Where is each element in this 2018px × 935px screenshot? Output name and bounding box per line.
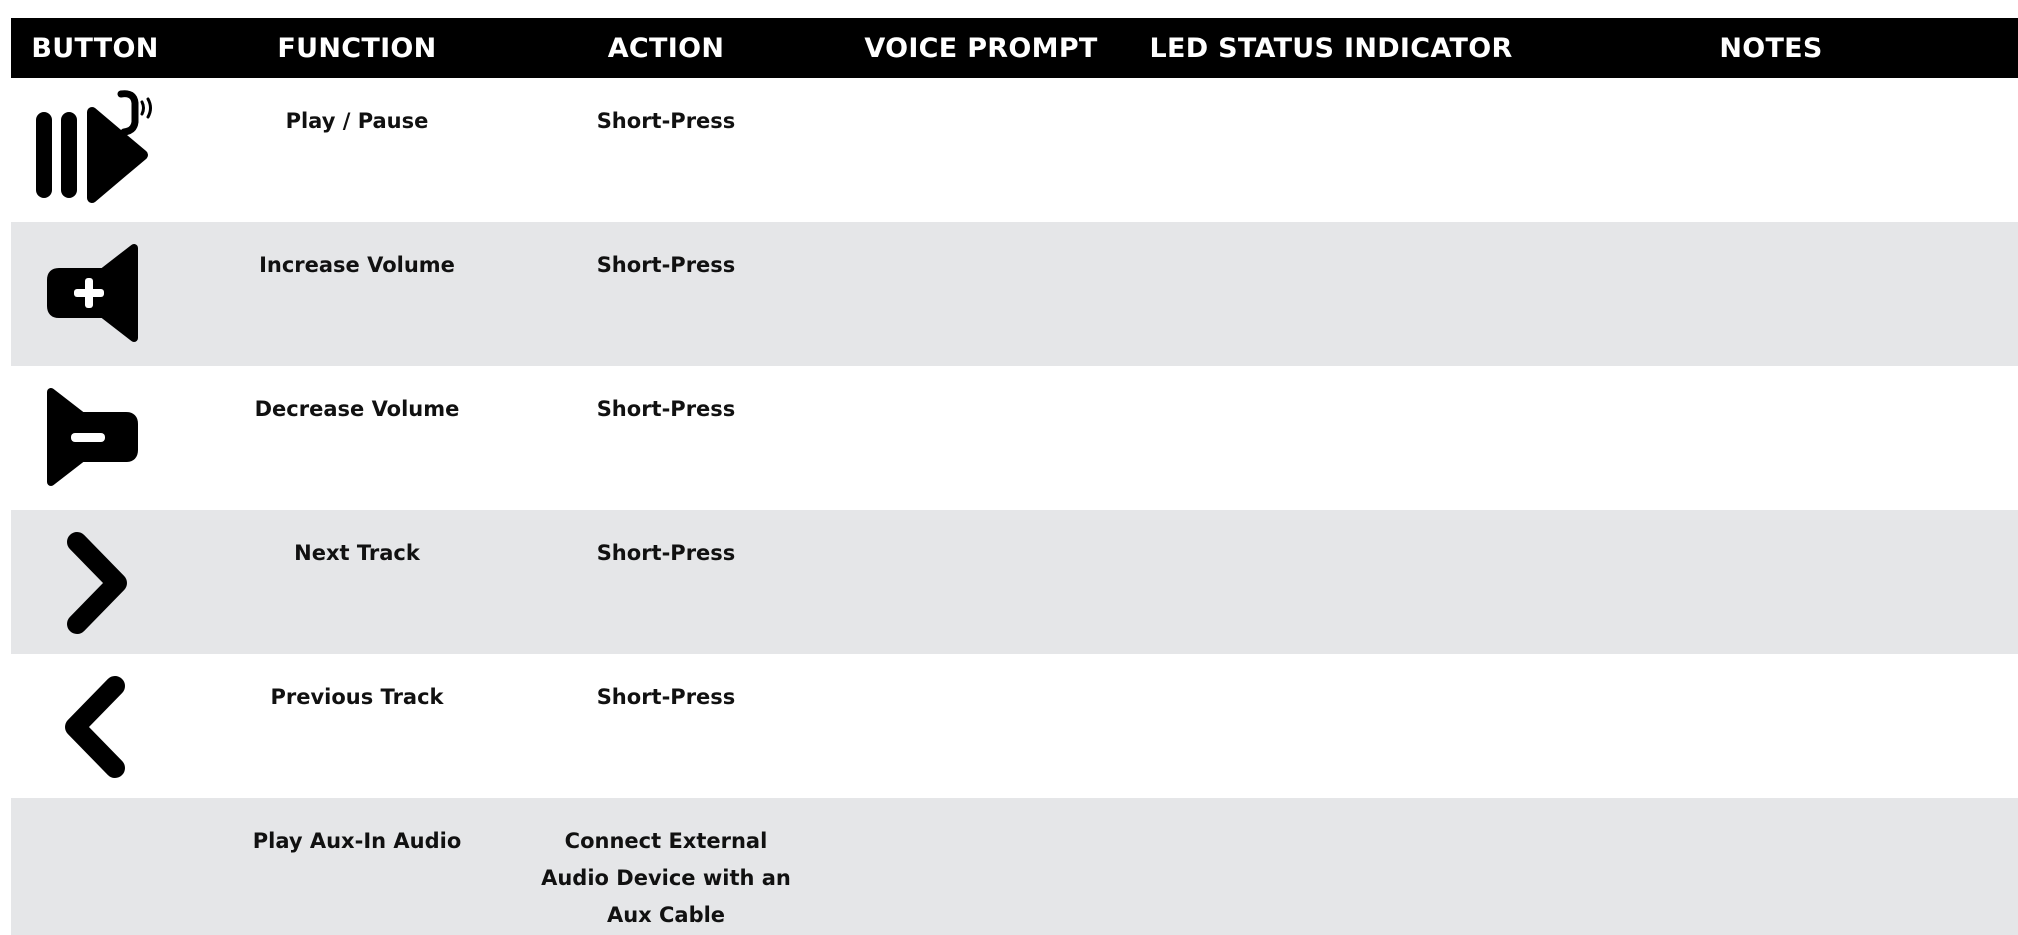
button-function-table: [11, 18, 2018, 935]
function-label: Play / Pause: [285, 109, 429, 133]
action-label: Short-Press: [596, 685, 736, 709]
header-voice-prompt: VOICE PROMPT: [864, 33, 1098, 64]
table-row: [11, 510, 2018, 654]
next-track-icon: [11, 510, 191, 654]
table-row: [11, 798, 2018, 935]
table-row: [11, 222, 2018, 366]
header-action: ACTION: [607, 33, 725, 64]
volume-up-icon: [11, 222, 191, 366]
previous-track-icon: [11, 654, 191, 798]
table-row: [11, 654, 2018, 798]
action-label: Short-Press: [596, 109, 736, 133]
action-label: Short-Press: [596, 397, 736, 421]
header-button: BUTTON: [31, 33, 159, 64]
function-label: Decrease Volume: [254, 397, 460, 421]
function-label: Previous Track: [270, 685, 444, 709]
action-label: Short-Press: [596, 253, 736, 277]
play-pause-icon: [11, 78, 191, 222]
action-label: Connect External Audio Device with an Aux Cable: [541, 829, 791, 927]
action-label: Short-Press: [596, 541, 736, 565]
function-label: Play Aux-In Audio: [252, 829, 462, 853]
table-header: [11, 18, 2018, 78]
function-label: Next Track: [294, 541, 420, 565]
function-label: Increase Volume: [259, 253, 455, 277]
header-led-status-indicator: LED STATUS INDICATOR: [1149, 33, 1513, 64]
volume-down-icon: [11, 366, 191, 510]
header-function: FUNCTION: [277, 33, 437, 64]
header-notes: NOTES: [1719, 33, 1823, 64]
table-row: [11, 78, 2018, 222]
table-row: [11, 366, 2018, 510]
